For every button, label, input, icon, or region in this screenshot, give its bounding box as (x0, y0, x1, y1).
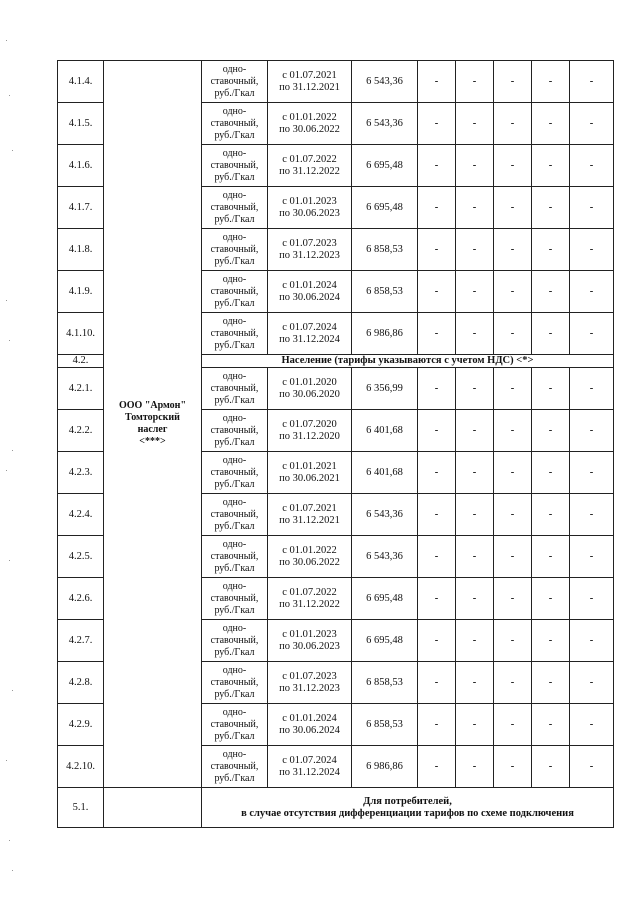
period-from: с 01.01.2024 (282, 712, 337, 724)
empty-dash: - (570, 187, 614, 229)
unit-line2: ставочный, (210, 243, 259, 255)
unit-line3: руб./Гкал (214, 255, 255, 267)
period-to: по 30.06.2023 (279, 207, 340, 219)
period-from: с 01.07.2020 (282, 418, 337, 430)
unit-cell (202, 536, 268, 578)
period-cell (268, 187, 352, 229)
row-code: 4.1.6. (58, 145, 104, 187)
unit-line1: одно- (222, 231, 247, 243)
period-to: по 30.06.2021 (279, 472, 340, 484)
unit-line2: ставочный, (210, 201, 259, 213)
period-cell (268, 145, 352, 187)
unit-line3: руб./Гкал (214, 436, 255, 448)
unit-line1: одно- (222, 63, 247, 75)
empty-dash: - (532, 368, 570, 410)
empty-dash: - (494, 578, 532, 620)
empty-dash: - (456, 145, 494, 187)
tariff-value: 6 543,36 (352, 494, 418, 536)
tariff-value: 6 695,48 (352, 578, 418, 620)
empty-dash: - (532, 662, 570, 704)
empty-dash: - (494, 746, 532, 788)
unit-line3: руб./Гкал (214, 339, 255, 351)
period-cell (268, 452, 352, 494)
unit-line1: одно- (222, 147, 247, 159)
unit-cell (202, 494, 268, 536)
empty-dash: - (570, 578, 614, 620)
empty-dash: - (418, 704, 456, 746)
period-from: с 01.07.2021 (282, 69, 337, 81)
empty-dash: - (494, 229, 532, 271)
row-code: 4.2.10. (58, 746, 104, 788)
company-line2: Томторский (125, 412, 180, 423)
empty-dash: - (456, 536, 494, 578)
period-from: с 01.01.2023 (282, 195, 337, 207)
tariff-value: 6 356,99 (352, 368, 418, 410)
period-from: с 01.07.2021 (282, 502, 337, 514)
empty-dash: - (570, 103, 614, 145)
row-code: 4.2.2. (58, 410, 104, 452)
period-from: с 01.07.2023 (282, 670, 337, 682)
row-code: 4.2.6. (58, 578, 104, 620)
empty-dash: - (456, 187, 494, 229)
empty-dash: - (494, 271, 532, 313)
empty-dash: - (532, 410, 570, 452)
empty-dash: - (532, 187, 570, 229)
unit-line2: ставочный, (210, 117, 259, 129)
empty-dash: - (494, 313, 532, 355)
empty-dash: - (532, 229, 570, 271)
table-row (58, 61, 614, 103)
empty-dash: - (532, 145, 570, 187)
unit-line2: ставочный, (210, 327, 259, 339)
empty-dash: - (570, 368, 614, 410)
row-code: 4.2.5. (58, 536, 104, 578)
section-code: 5.1. (58, 788, 104, 828)
empty-dash: - (494, 536, 532, 578)
empty-dash: - (418, 452, 456, 494)
empty-dash: - (570, 704, 614, 746)
tariff-value: 6 401,68 (352, 452, 418, 494)
empty-dash: - (456, 313, 494, 355)
tariff-value: 6 695,48 (352, 187, 418, 229)
period-to: по 31.12.2024 (279, 333, 340, 345)
period-from: с 01.01.2024 (282, 279, 337, 291)
tariff-value: 6 858,53 (352, 662, 418, 704)
row-code: 4.1.7. (58, 187, 104, 229)
period-cell (268, 103, 352, 145)
row-code: 4.2.9. (58, 704, 104, 746)
empty-dash: - (494, 494, 532, 536)
empty-dash: - (456, 61, 494, 103)
empty-dash: - (418, 620, 456, 662)
period-to: по 30.06.2020 (279, 388, 340, 400)
empty-dash: - (494, 368, 532, 410)
row-code: 4.1.10. (58, 313, 104, 355)
row-code: 4.2.7. (58, 620, 104, 662)
section-title: Население (тарифы указываются с учетом НДС) <*> (202, 355, 614, 368)
section-code: 4.2. (58, 355, 104, 368)
empty-dash: - (570, 145, 614, 187)
section-row-5-1 (58, 788, 614, 828)
empty-dash: - (418, 662, 456, 704)
empty-dash: - (570, 229, 614, 271)
unit-line3: руб./Гкал (214, 520, 255, 532)
unit-line2: ставочный, (210, 424, 259, 436)
period-from: с 01.01.2020 (282, 376, 337, 388)
empty-dash: - (570, 536, 614, 578)
empty-dash: - (456, 103, 494, 145)
period-cell (268, 662, 352, 704)
empty-dash: - (532, 704, 570, 746)
row-code: 4.2.1. (58, 368, 104, 410)
unit-line3: руб./Гкал (214, 129, 255, 141)
empty-dash: - (456, 494, 494, 536)
period-from: с 01.07.2022 (282, 153, 337, 165)
empty-dash: - (494, 452, 532, 494)
empty-dash: - (418, 410, 456, 452)
tariff-value: 6 858,53 (352, 229, 418, 271)
period-from: с 01.07.2023 (282, 237, 337, 249)
company-cell (104, 61, 202, 788)
empty-dash: - (570, 61, 614, 103)
empty-dash: - (456, 271, 494, 313)
empty-dash: - (456, 410, 494, 452)
period-to: по 31.12.2022 (279, 598, 340, 610)
period-from: с 01.01.2022 (282, 111, 337, 123)
empty-dash: - (418, 271, 456, 313)
unit-cell (202, 662, 268, 704)
section-heading-line2: в случае отсутствия дифференциации тарифов по схеме подключения (241, 807, 574, 819)
empty-dash: - (532, 494, 570, 536)
empty-dash: - (570, 271, 614, 313)
unit-line1: одно- (222, 538, 247, 550)
unit-line2: ставочный, (210, 285, 259, 297)
empty-dash: - (570, 494, 614, 536)
period-to: по 31.12.2023 (279, 682, 340, 694)
unit-cell (202, 368, 268, 410)
empty-dash: - (494, 620, 532, 662)
company-line3: наслег (137, 424, 168, 435)
empty-dash: - (418, 368, 456, 410)
unit-line1: одно- (222, 273, 247, 285)
empty-dash: - (494, 662, 532, 704)
empty-dash: - (570, 620, 614, 662)
period-to: по 31.12.2023 (279, 249, 340, 261)
empty-dash: - (532, 536, 570, 578)
row-code: 4.2.8. (58, 662, 104, 704)
period-to: по 30.06.2022 (279, 123, 340, 135)
period-cell (268, 61, 352, 103)
period-cell (268, 229, 352, 271)
period-cell (268, 578, 352, 620)
empty-dash: - (532, 746, 570, 788)
period-to: по 31.12.2020 (279, 430, 340, 442)
unit-line1: одно- (222, 454, 247, 466)
unit-line1: одно- (222, 664, 247, 676)
period-to: по 31.12.2022 (279, 165, 340, 177)
unit-cell (202, 746, 268, 788)
unit-cell (202, 313, 268, 355)
empty-dash: - (532, 271, 570, 313)
period-from: с 01.01.2023 (282, 628, 337, 640)
empty-dash: - (494, 103, 532, 145)
period-from: с 01.07.2024 (282, 321, 337, 333)
period-to: по 31.12.2021 (279, 514, 340, 526)
period-cell (268, 494, 352, 536)
unit-line2: ставочный, (210, 718, 259, 730)
empty-dash: - (418, 536, 456, 578)
unit-cell (202, 620, 268, 662)
period-from: с 01.01.2022 (282, 544, 337, 556)
unit-line1: одно- (222, 189, 247, 201)
tariff-value: 6 543,36 (352, 61, 418, 103)
unit-line1: одно- (222, 370, 247, 382)
unit-line2: ставочный, (210, 508, 259, 520)
unit-cell (202, 187, 268, 229)
period-from: с 01.07.2022 (282, 586, 337, 598)
period-cell (268, 271, 352, 313)
empty-dash: - (494, 145, 532, 187)
empty-dash: - (570, 746, 614, 788)
unit-line1: одно- (222, 622, 247, 634)
empty-dash: - (418, 103, 456, 145)
unit-line3: руб./Гкал (214, 394, 255, 406)
section-heading (202, 788, 614, 828)
empty-dash: - (532, 103, 570, 145)
empty-dash: - (570, 313, 614, 355)
row-code: 4.1.8. (58, 229, 104, 271)
unit-line3: руб./Гкал (214, 87, 255, 99)
tariff-value: 6 695,48 (352, 620, 418, 662)
period-from: с 01.01.2021 (282, 460, 337, 472)
period-to: по 30.06.2022 (279, 556, 340, 568)
tariff-table (57, 60, 614, 828)
empty-dash: - (456, 746, 494, 788)
empty-dash: - (570, 410, 614, 452)
row-code: 4.2.3. (58, 452, 104, 494)
tariff-value: 6 695,48 (352, 145, 418, 187)
empty-dash: - (418, 578, 456, 620)
tariff-value: 6 543,36 (352, 536, 418, 578)
unit-line1: одно- (222, 315, 247, 327)
unit-line2: ставочный, (210, 550, 259, 562)
unit-line3: руб./Гкал (214, 604, 255, 616)
tariff-value: 6 401,68 (352, 410, 418, 452)
unit-line2: ставочный, (210, 382, 259, 394)
empty-dash: - (456, 229, 494, 271)
period-cell (268, 410, 352, 452)
empty-dash: - (532, 452, 570, 494)
unit-line3: руб./Гкал (214, 562, 255, 574)
period-cell (268, 620, 352, 662)
empty-dash: - (418, 145, 456, 187)
unit-line3: руб./Гкал (214, 478, 255, 490)
period-cell (268, 536, 352, 578)
unit-line1: одно- (222, 580, 247, 592)
empty-dash: - (494, 410, 532, 452)
unit-line1: одно- (222, 412, 247, 424)
period-cell (268, 313, 352, 355)
period-to: по 30.06.2023 (279, 640, 340, 652)
empty-dash: - (570, 452, 614, 494)
unit-line3: руб./Гкал (214, 171, 255, 183)
unit-line2: ставочный, (210, 634, 259, 646)
unit-line3: руб./Гкал (214, 688, 255, 700)
period-to: по 31.12.2024 (279, 766, 340, 778)
empty-dash: - (494, 61, 532, 103)
empty-dash: - (494, 704, 532, 746)
row-code: 4.2.4. (58, 494, 104, 536)
unit-line3: руб./Гкал (214, 297, 255, 309)
empty-cell (104, 788, 202, 828)
empty-dash: - (456, 662, 494, 704)
unit-line1: одно- (222, 748, 247, 760)
unit-line2: ставочный, (210, 592, 259, 604)
unit-line3: руб./Гкал (214, 213, 255, 225)
unit-line3: руб./Гкал (214, 646, 255, 658)
unit-cell (202, 271, 268, 313)
empty-dash: - (456, 620, 494, 662)
unit-line1: одно- (222, 706, 247, 718)
unit-line2: ставочный, (210, 466, 259, 478)
unit-cell (202, 452, 268, 494)
scan-margin-dots (6, 0, 18, 905)
empty-dash: - (418, 61, 456, 103)
tariff-value: 6 986,86 (352, 746, 418, 788)
empty-dash: - (418, 187, 456, 229)
unit-line2: ставочный, (210, 75, 259, 87)
company-line4: <***> (139, 436, 166, 447)
empty-dash: - (418, 313, 456, 355)
tariff-value: 6 543,36 (352, 103, 418, 145)
unit-line2: ставочный, (210, 159, 259, 171)
period-to: по 30.06.2024 (279, 724, 340, 736)
unit-cell (202, 229, 268, 271)
empty-dash: - (418, 494, 456, 536)
empty-dash: - (456, 368, 494, 410)
empty-dash: - (532, 313, 570, 355)
empty-dash: - (532, 578, 570, 620)
tariff-value: 6 858,53 (352, 704, 418, 746)
unit-cell (202, 578, 268, 620)
unit-cell (202, 410, 268, 452)
unit-line2: ставочный, (210, 760, 259, 772)
empty-dash: - (418, 229, 456, 271)
tariff-value: 6 858,53 (352, 271, 418, 313)
unit-cell (202, 103, 268, 145)
period-cell (268, 704, 352, 746)
unit-line1: одно- (222, 105, 247, 117)
unit-line3: руб./Гкал (214, 772, 255, 784)
unit-cell (202, 145, 268, 187)
unit-line3: руб./Гкал (214, 730, 255, 742)
empty-dash: - (532, 620, 570, 662)
unit-line1: одно- (222, 496, 247, 508)
empty-dash: - (570, 662, 614, 704)
period-to: по 31.12.2021 (279, 81, 340, 93)
row-code: 4.1.9. (58, 271, 104, 313)
empty-dash: - (456, 704, 494, 746)
section-heading-line1: Для потребителей, (363, 795, 452, 807)
period-cell (268, 368, 352, 410)
empty-dash: - (494, 187, 532, 229)
unit-cell (202, 704, 268, 746)
tariff-value: 6 986,86 (352, 313, 418, 355)
period-from: с 01.07.2024 (282, 754, 337, 766)
empty-dash: - (456, 578, 494, 620)
unit-cell (202, 61, 268, 103)
period-to: по 30.06.2024 (279, 291, 340, 303)
unit-line2: ставочный, (210, 676, 259, 688)
row-code: 4.1.4. (58, 61, 104, 103)
empty-dash: - (456, 452, 494, 494)
empty-dash: - (418, 746, 456, 788)
empty-dash: - (532, 61, 570, 103)
company-line1: ООО "Армон" (118, 400, 186, 411)
period-cell (268, 746, 352, 788)
row-code: 4.1.5. (58, 103, 104, 145)
